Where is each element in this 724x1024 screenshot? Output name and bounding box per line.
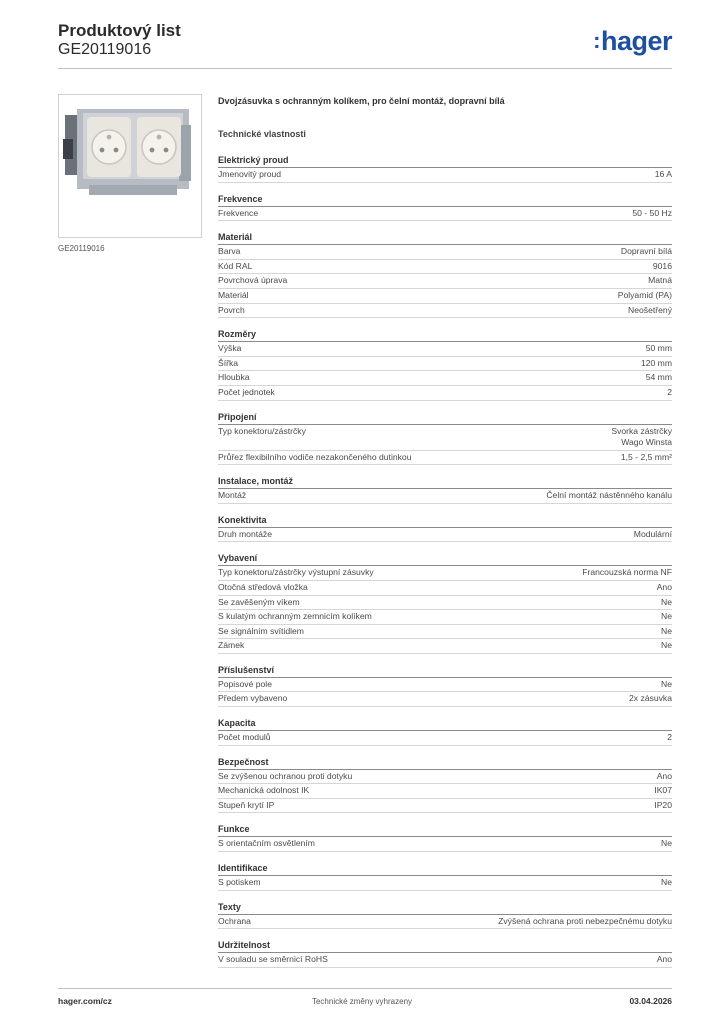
spec-row (218, 566, 672, 581)
spec-value-line: Neošetřený (628, 304, 672, 315)
spec-section (218, 822, 672, 852)
spec-key: Šířka (218, 357, 239, 368)
spec-value-line: Ne (661, 611, 672, 622)
spec-row (218, 489, 672, 504)
spec-value-line: Ano (656, 770, 672, 781)
spec-value-line: 2 (667, 732, 672, 743)
spec-key: Materiál (218, 289, 249, 300)
spec-sections (218, 153, 672, 968)
spec-row (218, 528, 672, 543)
spec-key: Ochrana (218, 915, 251, 926)
spec-key: Kód RAL (218, 260, 253, 271)
spec-section (218, 755, 672, 814)
spec-key: Počet modulů (218, 732, 271, 743)
spec-key: S kulatým ochranným zemnicím kolíkem (218, 611, 372, 622)
section-title: Připojení (218, 410, 672, 425)
spec-value (654, 784, 672, 798)
spec-value (546, 489, 672, 503)
spec-value-line: Zvýšená ochrana proti nebezpečnému dotyku (498, 915, 672, 926)
spec-key: Otočná středová vložka (218, 581, 308, 592)
spec-key: Se zvýšenou ochranou proti dotyku (218, 770, 353, 781)
spec-row (218, 168, 672, 183)
spec-value (628, 304, 672, 318)
spec-row (218, 274, 672, 289)
spec-value (611, 426, 672, 449)
spec-section (218, 663, 672, 707)
spec-key: Hloubka (218, 372, 250, 383)
spec-row (218, 596, 672, 611)
spec-value (582, 566, 672, 580)
spec-value-line: Ne (661, 838, 672, 849)
spec-value (498, 915, 672, 929)
spec-row (218, 425, 672, 451)
spec-value (661, 639, 672, 653)
spec-value (661, 610, 672, 624)
footer-website: hager.com/cz (58, 996, 112, 1006)
spec-section (218, 230, 672, 318)
spec-row (218, 876, 672, 891)
section-title: Identifikace (218, 861, 672, 876)
spec-value (646, 342, 672, 356)
spec-key: Výška (218, 343, 242, 354)
spec-value-line: 2x zásuvka (629, 693, 672, 704)
footer-date: 03.04.2026 (629, 996, 672, 1006)
spec-value-line: Ne (661, 678, 672, 689)
spec-value-line: Ne (661, 640, 672, 651)
spec-section (218, 513, 672, 543)
spec-row (218, 304, 672, 319)
section-title: Elektrický proud (218, 153, 672, 168)
spec-value-line: Wago Winsta (621, 437, 672, 448)
spec-value-line: IP20 (654, 799, 672, 810)
product-image (58, 94, 202, 238)
spec-row (218, 678, 672, 693)
image-caption: GE20119016 (58, 244, 105, 253)
spec-value-line: IK07 (654, 785, 672, 796)
spec-value (621, 451, 672, 465)
document-header (58, 22, 181, 60)
section-title: Udržitelnost (218, 938, 672, 953)
spec-key: Zámek (218, 640, 245, 651)
spec-section (218, 900, 672, 930)
spec-key: Popisové pole (218, 678, 272, 689)
footer-divider (58, 988, 672, 989)
spec-value-line: 16 A (654, 169, 672, 179)
spec-value (657, 953, 672, 967)
spec-key: Jmenovitý proud (218, 169, 282, 179)
spec-value (654, 799, 672, 813)
spec-value (618, 289, 672, 303)
section-title: Instalace, montáž (218, 474, 672, 489)
spec-value (657, 581, 672, 595)
section-title: Frekvence (218, 192, 672, 207)
spec-key: Barva (218, 246, 241, 257)
section-title: Konektivita (218, 513, 672, 528)
spec-value (634, 528, 672, 542)
spec-value-line: Modulární (633, 528, 672, 539)
spec-row (218, 731, 672, 746)
spec-value-line: Dopravní bílá (620, 246, 672, 257)
spec-key: Mechanická odolnost IK (218, 785, 310, 796)
spec-value (629, 692, 672, 706)
spec-section (218, 410, 672, 466)
spec-value-line: Ne (661, 625, 672, 636)
spec-key: S orientačním osvětlením (218, 838, 315, 849)
spec-row (218, 639, 672, 654)
spec-value-line: Ano (656, 954, 672, 965)
spec-value (653, 260, 672, 274)
spec-key: Typ konektoru/zástrčky výstupní zásuvky (218, 567, 374, 578)
product-code: GE20119016 (58, 41, 152, 58)
spec-value-line: Ne (661, 877, 672, 888)
spec-section (218, 861, 672, 891)
spec-value-line: 9016 (652, 260, 672, 271)
section-title: Rozměry (218, 327, 672, 342)
spec-key: Se zavěšeným víkem (218, 596, 300, 607)
spec-section (218, 153, 672, 183)
spec-key: Montáž (218, 490, 247, 501)
spec-value (667, 731, 672, 745)
spec-value-line: 50 mm (645, 343, 672, 354)
spec-row (218, 784, 672, 799)
section-title: Kapacita (218, 716, 672, 731)
spec-row (218, 386, 672, 401)
spec-key: Se signálním svítidlem (218, 625, 304, 636)
spec-key: Povrch (218, 304, 245, 315)
spec-section (218, 327, 672, 400)
spec-key: V souladu se směrnicí RoHS (218, 954, 328, 965)
hager-logo: :hager (593, 26, 672, 56)
spec-row (218, 692, 672, 707)
spec-value-line: 1,5 - 2,5 mm² (620, 451, 672, 462)
spec-value-line: Ne (661, 596, 672, 607)
spec-key: Povrchová úprava (218, 275, 288, 286)
spec-row (218, 770, 672, 785)
spec-value (661, 837, 672, 851)
spec-value-line: 54 mm (645, 372, 672, 383)
spec-row (218, 207, 672, 222)
spec-value (661, 876, 672, 890)
spec-section (218, 938, 672, 968)
tech-heading: Technické vlastnosti (218, 129, 306, 139)
spec-value-line: Francouzská norma NF (582, 567, 672, 578)
spec-row (218, 610, 672, 625)
header-divider (58, 68, 672, 69)
spec-key: Frekvence (218, 207, 259, 218)
section-title: Texty (218, 900, 672, 915)
spec-section (218, 192, 672, 222)
spec-row (218, 581, 672, 596)
spec-key: Počet jednotek (218, 386, 275, 397)
spec-value (661, 678, 672, 692)
spec-key: Typ konektoru/zástrčky (218, 425, 306, 436)
spec-value-line: 50 - 50 Hz (632, 207, 672, 218)
spec-value (648, 274, 672, 288)
spec-value (661, 625, 672, 639)
spec-key: Druh montáže (218, 528, 272, 539)
spec-section (218, 551, 672, 654)
spec-key: Průřez flexibilního vodiče nezakončeného dutinkou (218, 451, 412, 462)
spec-row (218, 342, 672, 357)
page-title: Produktový list (58, 21, 181, 40)
spec-section (218, 716, 672, 746)
spec-value-line: Ano (656, 581, 672, 592)
spec-content (218, 95, 672, 977)
spec-row (218, 837, 672, 852)
spec-value (667, 386, 672, 400)
spec-row (218, 625, 672, 640)
spec-section (218, 474, 672, 504)
spec-row (218, 953, 672, 968)
spec-row (218, 245, 672, 260)
spec-value (655, 168, 672, 182)
spec-value-line: Čelní montáž nástěnného kanálu (546, 490, 672, 501)
spec-value-line: Polyamid (PA) (617, 289, 672, 300)
product-description: Dvojzásuvka s ochranným kolíkem, pro čelní montáž, dopravní bílá (218, 96, 505, 106)
spec-key: Stupeň krytí IP (218, 799, 275, 810)
spec-key: Předem vybaveno (218, 693, 288, 704)
spec-value-line: 2 (667, 386, 672, 397)
spec-value (632, 207, 672, 221)
spec-value (646, 371, 672, 385)
section-title: Příslušenství (218, 663, 672, 678)
section-title: Funkce (218, 822, 672, 837)
section-title: Materiál (218, 230, 672, 245)
spec-row (218, 915, 672, 930)
section-title: Bezpečnost (218, 755, 672, 770)
footer-note: Technické změny vyhrazeny (311, 997, 413, 1006)
spec-value (657, 770, 672, 784)
spec-row (218, 799, 672, 814)
spec-row (218, 371, 672, 386)
section-title: Vybavení (218, 551, 672, 566)
spec-value-line: 120 mm (640, 357, 672, 368)
spec-row (218, 260, 672, 275)
spec-row (218, 451, 672, 466)
spec-row (218, 289, 672, 304)
spec-key: S potiskem (218, 877, 261, 888)
spec-value (661, 596, 672, 610)
spec-value-line: Matná (648, 275, 672, 286)
spec-value (641, 357, 672, 371)
spec-value-line: Svorka zástrčky (611, 425, 672, 436)
spec-value (621, 245, 672, 259)
spec-row (218, 357, 672, 372)
